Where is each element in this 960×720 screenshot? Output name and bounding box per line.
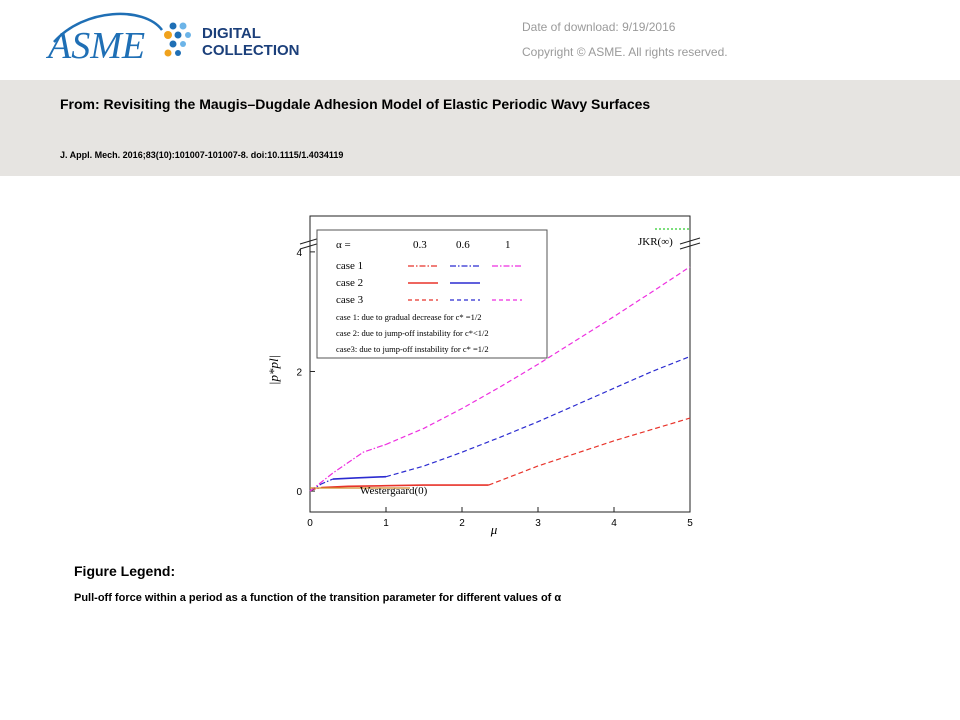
x-tick-label-5: 5 <box>687 518 693 529</box>
series-alpha-0.6-case1 <box>310 479 333 491</box>
article-citation: J. Appl. Mech. 2016;83(10):101007-101007-8. doi:10.1115/1.4034119 <box>60 150 344 160</box>
logo-wordmark: ASME <box>48 25 146 67</box>
logo-line-digital: DIGITAL <box>202 25 261 42</box>
x-tick-label-3: 3 <box>535 518 541 529</box>
x-tick-label-2: 2 <box>459 518 465 529</box>
page-header <box>0 0 960 80</box>
article-title: From: Revisiting the Maugis–Dugdale Adhesion Model of Elastic Periodic Wavy Surfaces <box>60 96 651 112</box>
legend-row-case2: case 2 <box>336 277 364 289</box>
x-tick-label-1: 1 <box>383 518 389 529</box>
x-tick-label-4: 4 <box>611 518 617 529</box>
figure-legend-title: Figure Legend: <box>74 563 176 579</box>
figure-legend-text: Pull-off force within a period as a function of the transition parameter for different values of α <box>74 592 562 604</box>
copyright-notice: Copyright © ASME. All rights reserved. <box>522 45 728 59</box>
legend-note-3: case3: due to jump-off instability for c* =1/2 <box>336 344 489 354</box>
legend-header-0.3: 0.3 <box>413 239 427 251</box>
series-alpha-0.6-case2 <box>333 477 386 479</box>
legend-row-case1: case 1 <box>336 260 364 272</box>
legend-header-0.6: 0.6 <box>456 239 470 251</box>
pull-off-force-chart <box>266 192 710 544</box>
series-alpha-0.6-case3 <box>386 357 690 477</box>
jkr-annotation: JKR(∞) <box>638 236 673 248</box>
chart-legend <box>317 230 547 358</box>
legend-header-1: 1 <box>505 239 511 251</box>
y-tick-label-2: 4 <box>296 247 302 259</box>
logo-dots-icon <box>164 23 191 57</box>
x-axis-label: μ <box>490 522 498 537</box>
legend-note-2: case 2: due to jump-off instability for c*<1/2 <box>336 328 489 338</box>
x-tick-label-0: 0 <box>307 518 313 529</box>
legend-header-alpha: α = <box>336 239 351 251</box>
y-axis-label: |p*pl| <box>266 354 281 386</box>
legend-note-1: case 1: due to gradual decrease for c* =1/2 <box>336 312 482 322</box>
logo-line-collection: COLLECTION <box>202 42 300 59</box>
legend-row-case3: case 3 <box>336 294 364 306</box>
article-info-band <box>0 80 960 176</box>
westergaard-annotation: Westergaard(0) <box>360 485 428 497</box>
series-alpha-0.3-case3 <box>489 418 690 485</box>
asme-digital-collection-logo <box>44 8 334 70</box>
date-of-download: Date of download: 9/19/2016 <box>522 20 676 34</box>
y-tick-label-0: 0 <box>296 487 302 499</box>
y-tick-label-1: 2 <box>296 367 302 379</box>
